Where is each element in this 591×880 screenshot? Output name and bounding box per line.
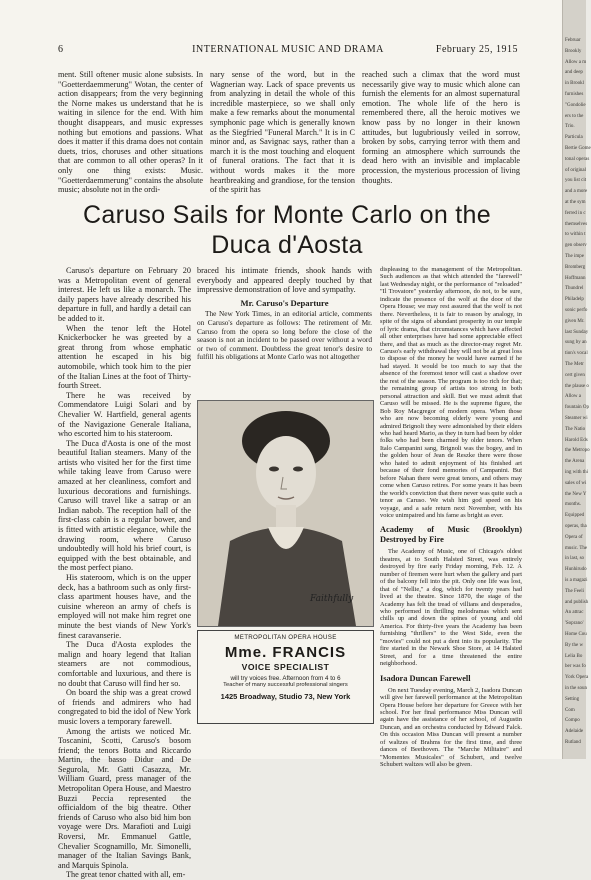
spine-text-line: is a magazi (565, 578, 588, 583)
spine-text-line: "Gondolie (565, 102, 586, 108)
subheading-duncan-farewell: Isadora Duncan Farewell (380, 673, 471, 683)
spine-text-line: Trio. (565, 124, 575, 130)
spine-text-line: fountain Op (565, 405, 590, 411)
ad-credential: Teacher of many successful professional singers (223, 682, 348, 688)
paragraph: reached such a climax that the word must necessarily give way to music which alone can furnish the elements for an almost supernatural emotion. The whole life of the hero is remembered there, all the heroic motives we know pass by no longer in their known attitudes, but lugubriously veiled in sorrow, broken by sobs, carrying terror with them and forming an atmosphere which surrounds the dead hero with an invisible and implacable procession, the mysterious procession of living thoughts. (362, 70, 520, 185)
spine-text-line: Brookly (565, 48, 582, 54)
paragraph: The Academy of Music, one of Chicago's oldest theatres, at to South Halsted Street, was entirely destroyed by fire early Friday morning, Feb. 12. A number of firemen were hurt when the gallery and part of the balcony fell into the pit. Only one life was lost, that of "Nellie," a dog, which for twenty years had lived at the theatre. Since 1870, the stage of the Academy has felt the tread of villians and desperados, who performed in thrilling melodramas which sent chills up and down the spines of young and old America. For thirty-five years the Academy has been furnishing "thrillers" to the West Side, even the "movies" could not put a dent into its popularity. The fire started in the Newark Shoe Store, at 14 Halsted Street, and for a time threatened the entire neighborhood. (380, 548, 522, 668)
spine-text-line: Steamer wi (565, 416, 588, 421)
spine-text-line: gen observ (565, 243, 587, 249)
headline-line-2: Duca d'Aosta (211, 231, 363, 259)
paragraph: Caruso's departure on February 20 was a Metropolitan event of general interest. He left us like a monarch. The daily papers have already described his departure in full, and hardly a detail can be added to it. (58, 266, 191, 323)
spine-text-line: and publish (565, 599, 589, 605)
spine-text-line: By the w (565, 642, 584, 648)
paragraph: Among the artists we noticed Mr. Toscanini, Scotti, Caruso's bosom friend; the tenors Botta and Riccardo Martin, the basso Didur and De Segurola, Mr. Gatti Casazza, Mr. William Guard, press manager of the Metropolitan Opera House, and Maestro Buzzi Peccia represented the officialdom of the big theatre. Other friends of Caruso who also bid him bon voyage were Drs. Marafioti and Luigi Roversi, Mr. Emmanuel Gattle, Chevalier Scognamillo, Mr. Simonelli, manager of the Italian Savings Bank, and Marquis Spinola. (58, 726, 191, 870)
spine-text-line: given Mr. (565, 318, 585, 324)
spine-text-line: York Opera (565, 675, 589, 681)
paragraph: The great tenor chatted with all, em- (66, 870, 186, 880)
ad-venue: METROPOLITAN OPERA HOUSE (234, 634, 337, 641)
spine-text-line: Philadelp (565, 297, 584, 303)
paragraph: The Duca d'Aosta is one of the most beautiful Italian steamers. Many of the artists who visited her for the first time while taking leave from Caruso were amazed at her cleanliness, comfort and luxurious decorations and furnishings. Caruso will travel like a satrap or an Indian nabob. The reception hall of the first-class cabin is a regular bower, and is fitted with artistic elegance, while the drawing room, where Caruso undoubtedly will hold his brief court, is equipped with the best obtainable, and the most perfect piano. (58, 438, 191, 573)
spine-text-line: the Arena (565, 459, 585, 465)
spine-text-line: Home Cou (565, 632, 587, 637)
spine-text-line: The Feeli (565, 588, 585, 594)
paragraph: His stateroom, which is on the upper deck, has a bathroom such as only first-class apartment houses have, and the cuisine whereon an army of chefs is employed will not make him regret one minute the best viands of New York's finest caravanserie. (58, 573, 191, 640)
spine-text-line: ing with thi (565, 470, 589, 475)
subheading-caruso-departure: Mr. Caruso's Departure (240, 297, 329, 308)
paragraph: There he was received by Commendatore Luigi Solari and by Chevalier W. Hartfield, general agents of the Navigazione Generale Italiana, who escorted him to his stateroom. (58, 390, 191, 439)
spine-text-line: in Brookl (565, 81, 585, 87)
advertisement-mme-francis (197, 630, 374, 724)
spine-text-line: Com (565, 707, 575, 713)
spine-text-line: ers to the (565, 113, 584, 119)
paragraph: ment. Still oftener music alone subsists. In "Goetterdaemmerung" Wotan, the center of action disappears; from the very beginning the Norne makes us understand that he is waiting in silence for the end. With him thought disappears, and music expresses nothing but emotions and passions. What does it matter if this drama does not contain duets, trios, choruses and other situations that are common to all other operas? In it only one thing exists: Music. "Goetterdaemmerung" contains the absolute music; absolute not in the ordi- (58, 70, 203, 195)
article-left-column (58, 266, 191, 880)
spine-text-line: tion's vocal (565, 351, 588, 357)
paragraph: braced his intimate friends, shook hands with everybody and appeared deeply touched by that impressive demonstration of love and sympathy. (197, 266, 372, 295)
issue-date: February 25, 1915 (435, 44, 518, 55)
spine-text-line: operas, tha (565, 524, 587, 529)
article-middle-column (197, 266, 372, 398)
spine-text-line: Hoffmann (565, 275, 586, 281)
subheading-academy-fire: Academy of Music (Brooklyn) Destroyed by Fire (380, 525, 522, 545)
article-continuation-col2 (210, 70, 355, 194)
spine-text-line: sonic perfo (565, 308, 588, 313)
ad-name: Mme. FRANCIS (224, 644, 347, 661)
spine-text-line: Allow a (565, 394, 581, 400)
spine-text-line: at the sym (565, 200, 586, 205)
spine-text-line: the Metropo (565, 448, 590, 454)
page-number: 6 (58, 44, 64, 55)
publication-title: INTERNATIONAL MUSIC AND DRAMA (192, 44, 384, 55)
headline-line-1: Caruso Sails for Monte Carlo on the (83, 201, 491, 229)
spine-text-line: Bromberg (565, 264, 586, 270)
spine-text-line: months. (565, 502, 581, 508)
paragraph: nary sense of the word, but in the Wagnerian way. Lack of space prevents us from analyzing in detail the whole of this incredible masterpiece, so we shall only make a few remarks about the monumental symphonic page which is generally known as the Siegfried "Funeral March." It is in C minor and, as Savignac says, rather than a march it is the most touching and eloquent of funeral orations. The fact that it is without words makes it the more heartbreaking and grandiose, for the tension of the spirit has (210, 70, 355, 195)
paragraph: The New York Times, in an editorial article, comments on Caruso's departure as follows: The retirement of Mr. Caruso from the opera so long before the close of the season is not an incident to be passed over without a word or two of comment. Doubtless the great tenor's desire to fulfill his obligations at Monte Carlo was not altogether (197, 309, 372, 362)
article-continuation-col1 (58, 70, 203, 194)
spine-text-line: you list cit (565, 178, 587, 184)
spine-text-line: and a more (565, 189, 588, 195)
spine-text-line: the New Y (565, 491, 587, 497)
article-continuation-col3 (362, 70, 520, 194)
spine-text-line: Compo (565, 718, 580, 724)
spine-text-line: to within t (565, 232, 586, 238)
paragraph: When the tenor left the Hotel Knickerbocker he was greeted by a great throng from whose emphatic attention he escaped in his big automobile, which took him to the pier of the Italian Lines at the foot of Thirty-fourth Street. (58, 323, 191, 391)
spine-text-line: Opera of (565, 534, 583, 540)
caruso-portrait-photo (197, 400, 374, 627)
spine-text-line: The Metr (565, 362, 584, 367)
paragraph: On next Tuesday evening, March 2, Isadora Duncan will give her farewell performance at the Metropolitan Opera House before her departure for Greece with her school. For her final performance Miss Duncan will again have the assistance of her school, of Augustin Duncan, and an orchestra conducted by Edward Falck. On this occasion Miss Duncan will present a number of waltzes of Brahms for the first time, and three dances of Beethoven. The "Marche Militaire" and "Momentes Musicales" of Schubert, and twelve Schubert waltzes will also be given. (380, 686, 522, 769)
spine-text-line: and deep (565, 70, 583, 76)
spine-text-line: themselves (565, 221, 588, 227)
spine-text-line: 'Soprano' (565, 621, 584, 627)
paragraph: displeasing to the management of the Metropolitan. Such audiences as that which attended the "farewell" last Wednesday night, or the performance of "reloaded" "Il Trovatore" yesterday afternoon, do not, to be sure, indicate the presence of the wolf at the door of the Opera House; we may rest assured that the wolf is not there. Nevertheless, it is fair to reason by analogy, in spite of the signs of abundant prosperity in our temple of lyric drama, that circumstances which have affected all other enterprises have had some appreciable effect there, and that as much as the director-may regret Mr. Caruso's early withdrawal they will not be at great loss to dispose of the money he would have earned if he had stayed. It would be too much to say that the absence of the foremost tenor will cast a shadow over the rest of the season. The program is too rich for that; the remaining group of artists too strong in both personal attraction and skill. But we must admit that Caruso will be missed. He is the supreme figure, the Bob Roy Macgregor of modern opera. When those who are now becoming elderly were young and admired Brignoli they were admonished by their elders who had heard Mario, as they in turn had been by older folks who had been charmed by older tenors. When Italo Campanini sang, Brignoli was the bogey, and in the golden hour of Jean de Reszke there were those who hated to admit enjoyment of his finished art because of their fond memories of Campanini. But before Nahan there were great tenors, and others may come when Caruso retires. For some years it has been the world's conviction that there never was quite such a tenor as Caruso. We wish him god speed on his voyage, and a safe return next November, with his voice unimpaired and his fame as bright as ever. (380, 266, 522, 519)
ad-offer: will try voices free. Afternoon from 4 to 6 (230, 675, 341, 682)
spine-text-line: music. The (565, 545, 588, 551)
spine-text-line: Equipped (565, 513, 585, 519)
spine-text-line: in last, so (565, 556, 585, 562)
spine-text-line: An attrac (565, 610, 584, 616)
paragraph: On board the ship was a great crowd of friends and admirers who had congregated to bid the idol of New York music lovers a temporary farewell. (58, 688, 191, 726)
spine-text-line: Particula (565, 135, 583, 141)
spine-text-line: sung by an (565, 340, 587, 346)
spine-text-line: Allow a m (565, 59, 587, 65)
ad-address: 1425 Broadway, Studio 73, New York (220, 692, 351, 701)
spine-text-line: The Natio (565, 426, 586, 432)
article-headline (62, 200, 512, 260)
spine-text-line: ber was fo (565, 664, 586, 670)
spine-text-line: tonal operas (565, 156, 590, 162)
spine-text-line: Februar (565, 38, 581, 43)
spine-text-line: The impe (565, 254, 585, 259)
portrait-illustration (198, 401, 373, 626)
paragraph: The Duca d'Aosta explodes the malign and hoary legend that Italian steamers are not commodious, comfortable and luxurious, and there is no doubt that Caruso will find her so. (58, 640, 191, 688)
spine-text-line: in the soun (565, 686, 587, 691)
spine-text-line: of original (565, 167, 586, 173)
spine-text-line: last Sunday (565, 329, 589, 335)
adjacent-page-edge (562, 0, 591, 759)
spine-text-line: cert given (565, 372, 585, 378)
spine-text-line: furnishes (565, 92, 584, 97)
spine-text-line: Harold Eds (565, 437, 588, 443)
spine-text-line: Setting (565, 696, 580, 702)
photo-signature: Faithfully (310, 594, 354, 604)
ad-subtitle: VOICE SPECIALIST (241, 662, 330, 672)
spine-text-line: Hunhirudo (565, 567, 587, 573)
spine-text-line: ferred in c (565, 210, 586, 216)
article-right-column (380, 266, 522, 769)
spine-text-line: Adelaide (565, 729, 584, 735)
spine-text-line: Thundrel (565, 286, 584, 292)
spine-text-line: Bertie Gome (565, 146, 591, 151)
spine-text-line: Lelia Bo (565, 653, 583, 659)
spine-text-line: the plause o (565, 383, 589, 389)
spine-text-line: Rutland (565, 740, 581, 745)
spine-text-line: sales of wi (565, 480, 587, 486)
